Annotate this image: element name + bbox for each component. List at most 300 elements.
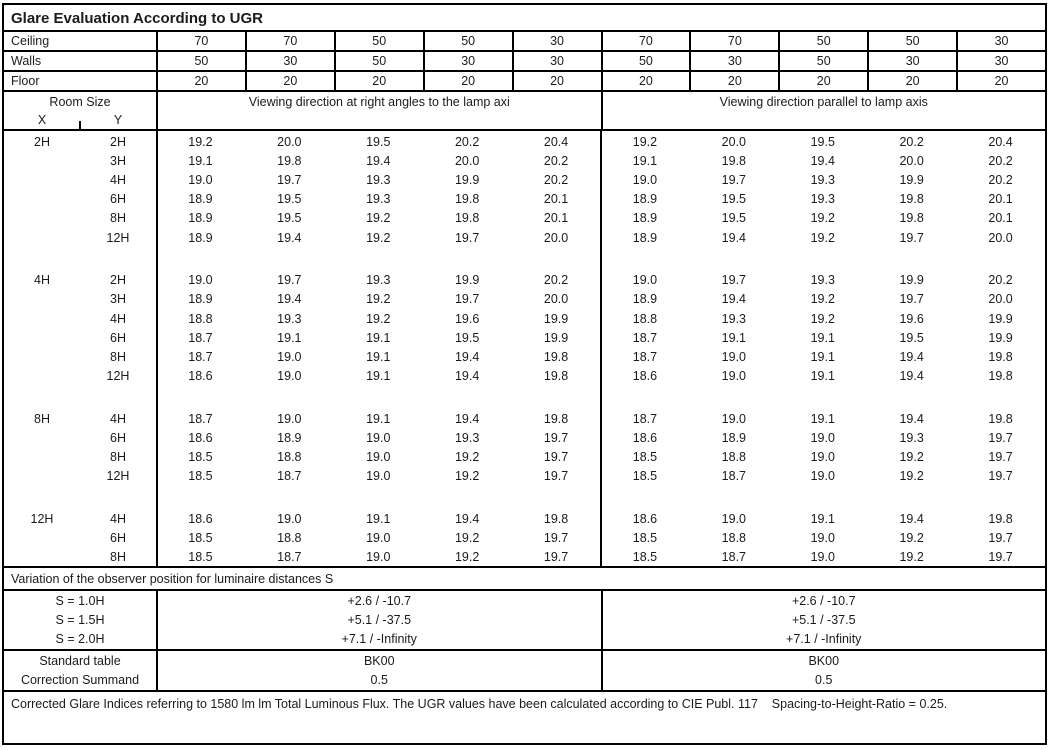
ugr-value-cell: 18.7 [632, 411, 658, 426]
table-row [4, 591, 1045, 610]
room-x-cell [4, 328, 80, 347]
ugr-value-cell: 19.7 [277, 172, 302, 187]
ugr-value-cell: 19.8 [277, 153, 302, 168]
table-row [4, 190, 1045, 209]
ugr-value-cell: 18.5 [632, 550, 658, 565]
ugr-value-cell: 19.0 [721, 512, 747, 527]
room-size-header-cell [4, 92, 156, 129]
room-y-cell: 8H [110, 349, 126, 364]
ugr-value-cell: 18.6 [632, 431, 658, 446]
surface-value-cell: 50 [156, 52, 245, 70]
surface-value-cell: 20 [867, 72, 956, 90]
ugr-value-cell: 18.7 [188, 411, 213, 426]
surface-value-cell: 20 [334, 72, 423, 90]
ugr-value-cell: 19.2 [454, 450, 480, 465]
ugr-value-cell: 18.9 [632, 292, 658, 307]
surface-value-cell: 20 [245, 72, 334, 90]
room-x-cell [4, 290, 80, 309]
surface-value-cell: 30 [956, 52, 1045, 70]
table-row [4, 367, 1045, 386]
ugr-value-cell: 19.0 [632, 172, 658, 187]
row-label: Correction Summand [20, 673, 140, 688]
ugr-value-cell: 19.8 [899, 211, 924, 226]
ugr-value-cell: 19.0 [188, 273, 213, 288]
surface-row [4, 72, 1045, 92]
ugr-value-cell: 20.1 [988, 211, 1013, 226]
room-x-cell [4, 190, 80, 209]
ugr-value-cell: 19.0 [632, 273, 658, 288]
ugr-value-cell: 20.0 [543, 292, 569, 307]
surface-row [4, 52, 1045, 72]
ugr-value-cell: 18.9 [277, 431, 302, 446]
table-row [4, 170, 1045, 189]
ugr-value-cell: 19.9 [454, 273, 480, 288]
surface-value-cell: 30 [512, 52, 601, 70]
ugr-value-cell: 20.4 [543, 134, 569, 149]
ugr-value-cell: 19.8 [543, 369, 569, 384]
ugr-value-cell: 19.0 [810, 431, 835, 446]
ugr-value-cell: 19.2 [810, 211, 835, 226]
surface-value-cell: 50 [867, 32, 956, 50]
ugr-value-cell: 20.4 [988, 134, 1013, 149]
ugr-value-cell: 19.4 [366, 153, 391, 168]
ugr-value-cell: 19.7 [988, 450, 1013, 465]
room-y-cell: 6H [110, 330, 126, 345]
ugr-value-cell: 19.1 [810, 330, 835, 345]
surface-value-cell: 70 [245, 32, 334, 50]
surface-value-cell: 50 [778, 32, 867, 50]
ugr-value-cell: 18.7 [277, 550, 302, 565]
surface-value-cell: 50 [601, 52, 690, 70]
value-left-cell: +5.1 / -37.5 [156, 610, 601, 629]
ugr-value-cell: 19.2 [454, 469, 480, 484]
row-label: S = 1.0H [55, 593, 105, 608]
ugr-value-cell: 18.6 [632, 512, 658, 527]
ugr-value-cell: 19.5 [277, 192, 302, 207]
ugr-value-cell: 19.2 [810, 292, 835, 307]
ugr-value-cell: 20.2 [899, 134, 924, 149]
ugr-value-cell: 19.2 [899, 531, 924, 546]
room-x-cell [4, 151, 80, 170]
room-x-cell [4, 548, 80, 567]
ugr-value-cell: 19.7 [543, 531, 569, 546]
ugr-value-cell: 19.7 [277, 273, 302, 288]
ugr-value-cell: 18.5 [188, 469, 213, 484]
ugr-value-cell: 18.9 [188, 211, 213, 226]
room-y-cell: 6H [110, 431, 126, 446]
value-right-cell: BK00 [601, 651, 1046, 671]
ugr-value-cell: 19.8 [454, 211, 480, 226]
value-left-cell: +7.1 / -Infinity [156, 630, 601, 649]
surface-label: Walls [11, 54, 42, 68]
ugr-data-area [4, 131, 1045, 568]
value-left-cell: BK00 [156, 651, 601, 671]
value-right-cell: +2.6 / -10.7 [601, 591, 1046, 610]
ugr-value-cell: 18.9 [632, 230, 658, 245]
room-x-cell [4, 367, 80, 386]
table-row [4, 290, 1045, 309]
ugr-value-cell: 19.0 [721, 369, 747, 384]
surface-value-cell: 70 [689, 32, 778, 50]
ugr-value-cell: 19.4 [454, 369, 480, 384]
value-left-cell: 0.5 [156, 671, 601, 691]
ugr-value-cell: 19.1 [721, 330, 747, 345]
room-x-cell [4, 347, 80, 366]
ugr-value-cell: 19.3 [454, 431, 480, 446]
ugr-value-cell: 20.2 [543, 273, 569, 288]
ugr-value-cell: 19.5 [277, 211, 302, 226]
surface-reflectance-rows [4, 32, 1045, 92]
surface-value-cell: 20 [689, 72, 778, 90]
ugr-value-cell: 19.2 [454, 531, 480, 546]
ugr-value-cell: 18.9 [632, 192, 658, 207]
value-right-cell: +7.1 / -Infinity [601, 630, 1046, 649]
ugr-value-cell: 19.0 [810, 450, 835, 465]
room-y-cell: 3H [110, 153, 126, 168]
surface-value-cell: 20 [956, 72, 1045, 90]
table-row [4, 151, 1045, 170]
viewing-direction-right-header: Viewing direction parallel to lamp axis [601, 92, 1046, 129]
ugr-value-cell: 19.8 [899, 192, 924, 207]
ugr-value-cell: 19.5 [721, 211, 747, 226]
ugr-value-cell: 20.0 [899, 153, 924, 168]
ugr-value-cell: 18.8 [721, 450, 747, 465]
y-axis-label: Y [113, 113, 123, 127]
ugr-value-cell: 19.0 [810, 469, 835, 484]
ugr-value-cell: 19.8 [454, 192, 480, 207]
table-row [4, 671, 1045, 691]
ugr-value-cell: 18.7 [277, 469, 302, 484]
table-row [4, 271, 1045, 290]
room-x-cell [4, 428, 80, 447]
ugr-value-cell: 19.3 [810, 172, 835, 187]
table-row [4, 548, 1045, 567]
table-row [4, 132, 1045, 151]
ugr-value-cell: 19.5 [899, 330, 924, 345]
page-title: Glare Evaluation According to UGR [4, 5, 1045, 32]
ugr-value-cell: 19.2 [366, 211, 391, 226]
room-x-cell [4, 448, 80, 467]
room-x-cell [4, 467, 80, 486]
ugr-value-cell: 19.0 [810, 531, 835, 546]
ugr-value-cell: 19.5 [454, 330, 480, 345]
ugr-value-cell: 19.0 [277, 512, 302, 527]
ugr-value-cell: 18.5 [632, 531, 658, 546]
ugr-value-cell: 19.2 [366, 311, 391, 326]
ugr-value-cell: 19.8 [543, 349, 569, 364]
ugr-value-cell: 20.2 [988, 273, 1013, 288]
room-y-cell: 8H [110, 450, 126, 465]
surface-value-cell: 30 [689, 52, 778, 70]
room-y-cell: 12H [106, 369, 130, 384]
block-gap [4, 247, 1045, 271]
room-y-cell: 4H [110, 311, 126, 326]
ugr-value-cell: 19.8 [988, 349, 1013, 364]
ugr-value-cell: 19.4 [899, 411, 924, 426]
surface-value-cell: 50 [423, 32, 512, 50]
ugr-value-cell: 19.0 [366, 531, 391, 546]
ugr-value-cell: 19.8 [543, 411, 569, 426]
ugr-value-cell: 18.7 [721, 469, 747, 484]
ugr-value-cell: 19.8 [988, 369, 1013, 384]
ugr-value-cell: 19.2 [366, 230, 391, 245]
observer-variation-box [4, 591, 1045, 651]
table-row [4, 529, 1045, 548]
table-row [4, 651, 1045, 671]
ugr-value-cell: 19.2 [899, 550, 924, 565]
ugr-value-cell: 19.4 [810, 153, 835, 168]
ugr-value-cell: 19.0 [277, 349, 302, 364]
ugr-value-cell: 19.8 [988, 411, 1013, 426]
surface-value-cell: 70 [156, 32, 245, 50]
ugr-value-cell: 18.8 [277, 531, 302, 546]
ugr-value-cell: 19.7 [899, 230, 924, 245]
room-x-cell [4, 309, 80, 328]
room-y-cell: 12H [106, 469, 130, 484]
table-row [4, 448, 1045, 467]
surface-value-cell: 20 [601, 72, 690, 90]
room-x-cell: 8H [34, 411, 50, 426]
surface-value-cell: 30 [512, 32, 601, 50]
x-axis-label: X [37, 113, 47, 127]
ugr-value-cell: 18.7 [188, 330, 213, 345]
column-divider-left [156, 131, 158, 566]
ugr-value-cell: 19.1 [366, 369, 391, 384]
ugr-value-cell: 19.9 [543, 311, 569, 326]
ugr-value-cell: 19.1 [188, 153, 213, 168]
ugr-value-cell: 18.8 [277, 450, 302, 465]
surface-value-cell: 70 [601, 32, 690, 50]
ugr-value-cell: 19.4 [899, 369, 924, 384]
room-y-cell: 4H [110, 411, 126, 426]
ugr-value-cell: 19.2 [366, 292, 391, 307]
ugr-value-cell: 19.1 [366, 411, 391, 426]
ugr-value-cell: 19.2 [454, 550, 480, 565]
surface-value-cell: 20 [778, 72, 867, 90]
room-x-cell: 4H [34, 273, 50, 288]
ugr-value-cell: 18.5 [632, 469, 658, 484]
ugr-value-cell: 19.7 [988, 550, 1013, 565]
ugr-value-cell: 19.7 [543, 550, 569, 565]
ugr-value-cell: 19.7 [543, 450, 569, 465]
ugr-value-cell: 20.0 [543, 230, 569, 245]
ugr-value-cell: 19.5 [721, 192, 747, 207]
ugr-value-cell: 18.9 [188, 292, 213, 307]
table-row [4, 328, 1045, 347]
table-row [4, 630, 1045, 649]
ugr-value-cell: 18.5 [188, 531, 213, 546]
ugr-value-cell: 20.0 [721, 134, 747, 149]
ugr-value-cell: 19.4 [454, 411, 480, 426]
ugr-value-cell: 19.7 [454, 230, 480, 245]
ugr-value-cell: 20.1 [988, 192, 1013, 207]
ugr-value-cell: 19.0 [366, 469, 391, 484]
ugr-value-cell: 19.1 [632, 153, 658, 168]
ugr-value-cell: 20.0 [988, 292, 1013, 307]
ugr-value-cell: 19.4 [454, 512, 480, 527]
surface-value-cell: 30 [956, 32, 1045, 50]
table-row [4, 467, 1045, 486]
summary-box [4, 651, 1045, 692]
ugr-value-cell: 19.1 [810, 512, 835, 527]
table-row [4, 347, 1045, 366]
room-x-cell [4, 170, 80, 189]
ugr-value-cell: 20.2 [543, 172, 569, 187]
ugr-value-cell: 19.3 [277, 311, 302, 326]
ugr-value-cell: 19.5 [810, 134, 835, 149]
ugr-value-cell: 19.2 [899, 469, 924, 484]
surface-value-cell: 50 [334, 52, 423, 70]
ugr-value-cell: 19.3 [366, 192, 391, 207]
ugr-value-cell: 20.2 [988, 153, 1013, 168]
ugr-value-cell: 19.4 [454, 349, 480, 364]
ugr-value-cell: 19.0 [277, 369, 302, 384]
ugr-value-cell: 19.9 [899, 273, 924, 288]
ugr-value-cell: 19.0 [277, 411, 302, 426]
room-y-cell: 2H [110, 134, 126, 149]
room-y-cell: 2H [110, 273, 126, 288]
ugr-value-cell: 18.7 [632, 330, 658, 345]
ugr-value-cell: 19.7 [899, 292, 924, 307]
surface-value-cell: 20 [156, 72, 245, 90]
ugr-value-cell: 18.6 [188, 431, 213, 446]
ugr-value-cell: 19.9 [899, 172, 924, 187]
table-row [4, 309, 1045, 328]
ugr-value-cell: 19.3 [366, 273, 391, 288]
ugr-value-cell: 19.4 [899, 512, 924, 527]
ugr-value-cell: 18.9 [721, 431, 747, 446]
ugr-value-cell: 19.1 [810, 411, 835, 426]
ugr-value-cell: 19.7 [543, 431, 569, 446]
ugr-value-cell: 19.7 [721, 172, 747, 187]
table-row [4, 228, 1045, 247]
surface-value-cell: 20 [423, 72, 512, 90]
ugr-value-cell: 19.4 [277, 292, 302, 307]
ugr-value-cell: 19.6 [454, 311, 480, 326]
ugr-value-cell: 19.8 [721, 153, 747, 168]
ugr-value-cell: 19.1 [366, 330, 391, 345]
ugr-value-cell: 19.5 [366, 134, 391, 149]
surface-value-cell: 20 [512, 72, 601, 90]
ugr-value-cell: 19.0 [366, 450, 391, 465]
ugr-value-cell: 19.4 [721, 292, 747, 307]
ugr-value-cell: 19.7 [988, 431, 1013, 446]
value-right-cell: 0.5 [601, 671, 1046, 691]
room-x-cell [4, 529, 80, 548]
variation-section-header: Variation of the observer position for luminaire distances S [4, 568, 1045, 591]
ugr-value-cell: 18.9 [632, 211, 658, 226]
table-row [4, 409, 1045, 428]
ugr-value-cell: 20.0 [454, 153, 480, 168]
row-label: S = 1.5H [55, 612, 105, 627]
ugr-value-cell: 20.1 [543, 211, 569, 226]
ugr-value-cell: 19.3 [366, 172, 391, 187]
ugr-value-cell: 20.2 [543, 153, 569, 168]
ugr-value-cell: 19.3 [899, 431, 924, 446]
ugr-value-cell: 19.7 [454, 292, 480, 307]
xy-divider-tick [79, 121, 81, 129]
ugr-value-cell: 20.2 [454, 134, 480, 149]
room-y-cell: 8H [110, 550, 126, 565]
ugr-value-cell: 19.4 [277, 230, 302, 245]
ugr-value-cell: 18.8 [632, 311, 658, 326]
ugr-value-cell: 18.9 [188, 230, 213, 245]
table-header-row [4, 92, 1045, 131]
ugr-value-cell: 19.1 [810, 349, 835, 364]
ugr-value-cell: 19.2 [188, 134, 213, 149]
value-right-cell: +5.1 / -37.5 [601, 610, 1046, 629]
room-y-cell: 8H [110, 211, 126, 226]
block-gap [4, 486, 1045, 510]
room-x-cell [4, 228, 80, 247]
ugr-value-cell: 18.5 [188, 450, 213, 465]
ugr-value-cell: 19.1 [366, 512, 391, 527]
ugr-value-cell: 19.6 [899, 311, 924, 326]
ugr-value-cell: 20.0 [277, 134, 302, 149]
ugr-value-cell: 19.0 [366, 550, 391, 565]
viewing-direction-left-header: Viewing direction at right angles to the lamp axi [156, 92, 601, 129]
value-left-cell: +2.6 / -10.7 [156, 591, 601, 610]
ugr-value-cell: 18.9 [188, 192, 213, 207]
ugr-value-cell: 19.9 [988, 330, 1013, 345]
surface-value-cell: 30 [867, 52, 956, 70]
room-y-cell: 6H [110, 531, 126, 546]
ugr-value-cell: 19.7 [721, 273, 747, 288]
ugr-value-cell: 19.4 [899, 349, 924, 364]
ugr-value-cell: 19.0 [810, 550, 835, 565]
ugr-value-cell: 19.2 [899, 450, 924, 465]
ugr-evaluation-table [2, 3, 1047, 745]
room-y-cell: 12H [106, 230, 130, 245]
room-y-cell: 3H [110, 292, 126, 307]
ugr-value-cell: 19.2 [810, 230, 835, 245]
ugr-value-cell: 18.7 [188, 349, 213, 364]
room-size-label: Room Size [49, 95, 111, 109]
surface-label: Ceiling [11, 34, 50, 48]
ugr-value-cell: 19.3 [810, 192, 835, 207]
row-label: Standard table [39, 653, 121, 668]
ugr-value-cell: 18.6 [188, 369, 213, 384]
ugr-value-cell: 19.4 [721, 230, 747, 245]
ugr-value-cell: 19.8 [988, 512, 1013, 527]
block-gap [4, 386, 1045, 410]
room-y-cell: 6H [110, 192, 126, 207]
surface-row [4, 32, 1045, 52]
ugr-value-cell: 20.0 [988, 230, 1013, 245]
ugr-value-cell: 20.1 [543, 192, 569, 207]
table-row [4, 209, 1045, 228]
surface-value-cell: 30 [423, 52, 512, 70]
table-row [4, 610, 1045, 629]
ugr-value-cell: 19.0 [366, 431, 391, 446]
ugr-value-cell: 19.1 [366, 349, 391, 364]
ugr-value-cell: 19.2 [632, 134, 658, 149]
ugr-value-cell: 20.2 [988, 172, 1013, 187]
ugr-value-cell: 19.7 [988, 531, 1013, 546]
ugr-value-cell: 18.8 [188, 311, 213, 326]
ugr-value-cell: 19.9 [454, 172, 480, 187]
ugr-value-cell: 19.0 [721, 349, 747, 364]
room-x-cell: 2H [34, 134, 50, 149]
table-row [4, 428, 1045, 447]
ugr-value-cell: 18.5 [188, 550, 213, 565]
footer-note: Corrected Glare Indices referring to 1580 lm lm Total Luminous Flux. The UGR values have been calculated according to CIE Publ. 117 Spacing-to-Height-Ratio = 0.25. [11, 697, 948, 711]
column-divider-middle [600, 131, 602, 566]
surface-label: Floor [11, 74, 40, 88]
ugr-value-cell: 19.1 [810, 369, 835, 384]
table-row [4, 510, 1045, 529]
ugr-value-cell: 18.7 [632, 349, 658, 364]
